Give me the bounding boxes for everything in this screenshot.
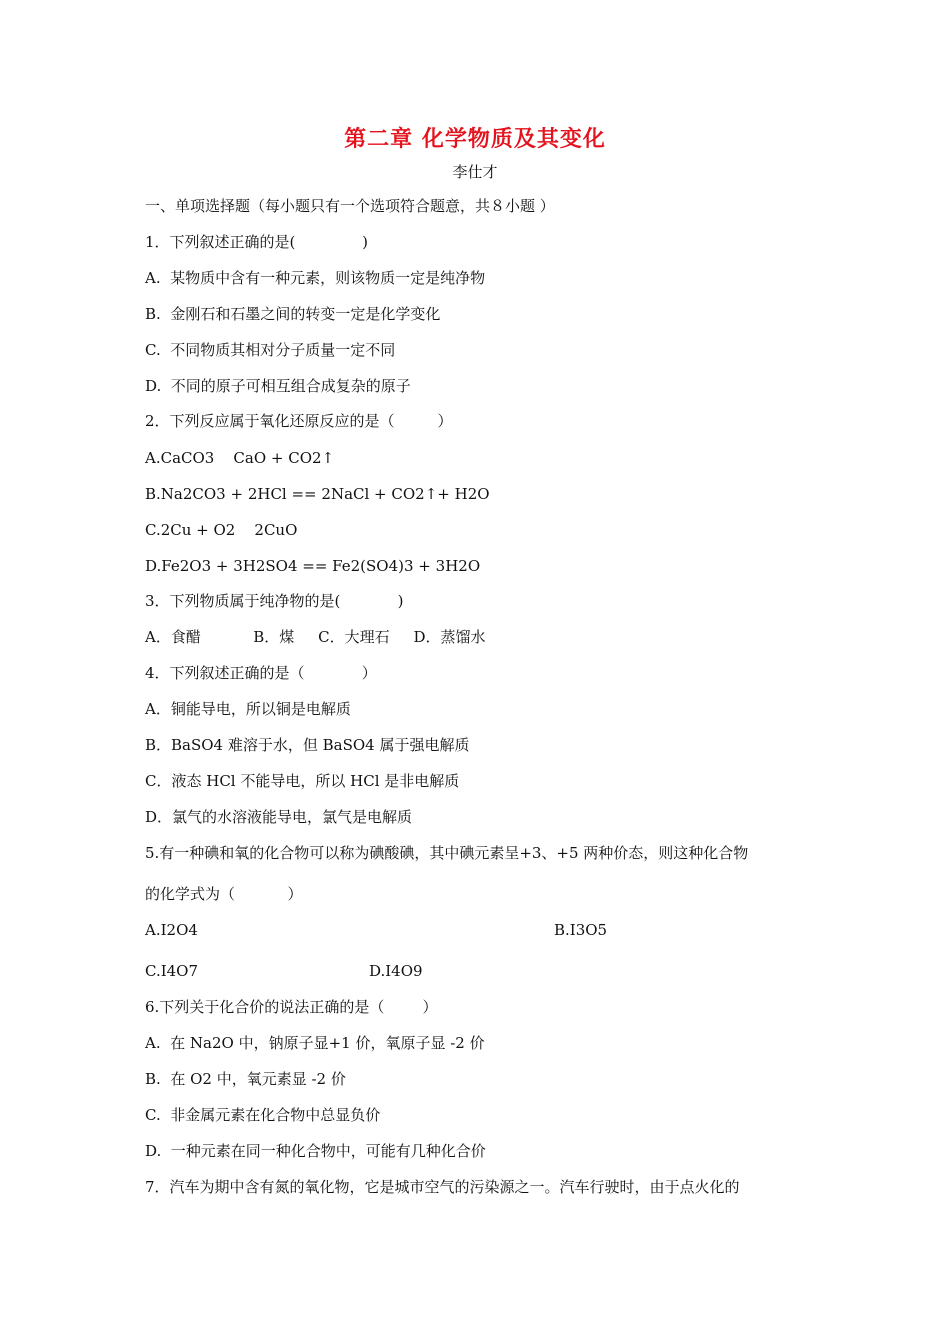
question-3-stem: 3．下列物质属于纯净物的是( ) [145,592,404,610]
question-4-option-b: B．BaSO4 难溶于水，但 BaSO4 属于强电解质 [145,736,470,754]
question-1-option-d: D. 不同的原子可相互组合成复杂的原子 [145,377,411,395]
question-5-option-b: B.I3O5 [554,921,608,939]
question-2-option-b: B.Na2CO3 + 2HCl == 2NaCl + CO2↑+ H2O [145,485,490,503]
question-4-option-d: D．氯气的水溶液能导电，氯气是电解质 [145,808,413,826]
question-3-options: A．食醋 B．煤 C．大理石 D．蒸馏水 [145,628,486,646]
question-7-stem: 7．汽车为期中含有氮的氧化物，它是城市空气的污染源之一。汽车行驶时，由于点火化的 [145,1178,740,1196]
question-2-option-d: D.Fe2O3 + 3H2SO4 == Fe2(SO4)3 + 3H2O [145,557,481,575]
question-1-option-a: A. 某物质中含有一种元素，则该物质一定是纯净物 [145,269,486,287]
question-2-option-a: A.CaCO3 CaO + CO2↑ [145,449,335,467]
section-heading: 一、单项选择题（每小题只有一个选项符合题意，共８小题 ） [145,197,555,215]
question-5-option-a: A.I2O4 [145,921,198,939]
question-6-stem: 6.下列关于化合价的说法正确的是（ ） [145,998,438,1016]
chapter-title: 第二章 化学物质及其变化 [344,127,606,152]
question-4-option-c: C．液态 HCl 不能导电，所以 HCl 是非电解质 [145,772,460,790]
question-1-option-c: C. 不同物质其相对分子质量一定不同 [145,341,396,359]
question-5-option-c: C.I4O7 [145,962,199,980]
question-5-stem-continued: 的化学式为（ ） [145,885,303,903]
question-6-option-b: B. 在 O2 中，氧元素显 -2 价 [145,1070,346,1088]
question-6-option-d: D. 一种元素在同一种化合物中，可能有几种化合价 [145,1142,486,1160]
question-1-stem: 1．下列叙述正确的是( ) [145,233,369,251]
question-5-option-d: D.I4O9 [369,962,423,980]
question-2-stem: 2．下列反应属于氧化还原反应的是（ ） [145,412,453,430]
question-2-option-c: C.2Cu + O2 2CuO [145,521,298,539]
question-6-option-a: A. 在 Na2O 中，钠原子显+1 价，氧原子显 -2 价 [145,1034,485,1052]
question-5-stem: 5.有一种碘和氧的化合物可以称为碘酸碘，其中碘元素呈+3、+5 两种价态，则这种化合物 [145,844,749,862]
question-4-option-a: A．铜能导电，所以铜是电解质 [145,700,351,718]
author-name: 李仕才 [452,163,498,181]
question-1-option-b: B. 金刚石和石墨之间的转变一定是化学变化 [145,305,441,323]
question-4-stem: 4．下列叙述正确的是（ ） [145,664,377,682]
question-6-option-c: C. 非金属元素在化合物中总显负价 [145,1106,381,1124]
